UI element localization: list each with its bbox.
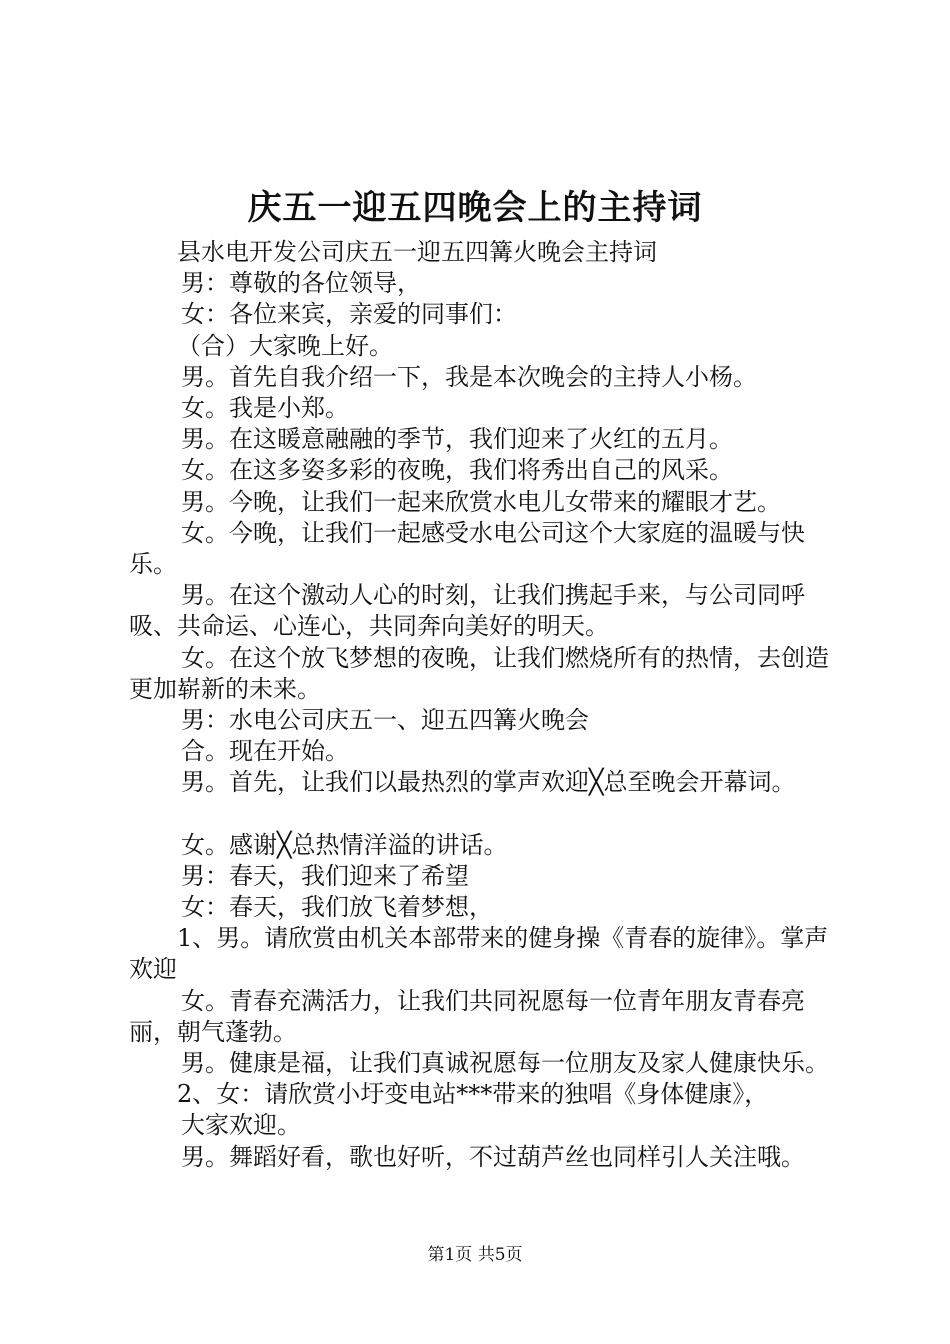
paragraph: 男。首先，让我们以最热烈的掌声欢迎╳总至晚会开幕词。: [181, 768, 796, 797]
paragraph: 女。我是小郑。: [181, 393, 349, 422]
paragraph: 女。青春充满活力，让我们共同祝愿每一位青年朋友青春亮丽，朝气蓬勃。: [129, 986, 805, 1046]
blank-line: [129, 798, 849, 829]
paragraph: 男。在这暖意融融的季节，我们迎来了火红的五月。: [181, 425, 733, 454]
paragraph: 女。在这个放飞梦想的夜晚，让我们燃烧所有的热情，去创造更加崭新的未来。: [129, 643, 829, 703]
paragraph: 男。健康是福，让我们真诚祝愿每一位朋友及家人健康快乐。: [181, 1049, 829, 1078]
document-body: [129, 237, 849, 1173]
paragraph: 男：春天，我们迎来了希望: [181, 861, 469, 890]
paragraph: 男：尊敬的各位领导，: [181, 269, 421, 298]
paragraph: 男。舞蹈好看，歌也好听，不过葫芦丝也同样引人关注哦。: [181, 1142, 805, 1171]
paragraph: 女。感谢╳总热情洋溢的讲话。: [181, 830, 508, 859]
paragraph: 女：春天，我们放飞着梦想，: [181, 893, 493, 922]
paragraph: 1、男。请欣赏由机关本部带来的健身操《青春的旋律》。掌声欢迎: [129, 924, 829, 984]
paragraph: 女。今晚，让我们一起感受水电公司这个大家庭的温暖与快乐。: [129, 518, 805, 578]
document-title: 庆五一迎五四晚会上的主持词: [247, 188, 703, 228]
paragraph: 大家欢迎。: [181, 1111, 301, 1140]
paragraph: 男。首先自我介绍一下，我是本次晚会的主持人小杨。: [181, 362, 757, 391]
paragraph: 女：各位来宾，亲爱的同事们：: [181, 300, 517, 329]
paragraph: 男。在这个激动人心的时刻，让我们携起手来，与公司同呼吸、共命运、心连心，共同奔向美好的明天。: [129, 581, 805, 641]
paragraph: （合）大家晚上好。: [177, 331, 393, 360]
paragraph: 合。现在开始。: [181, 737, 349, 766]
paragraph-subtitle: 县水电开发公司庆五一迎五四篝火晚会主持词: [177, 238, 657, 266]
page-footer: 第1页 共5页: [427, 1245, 523, 1265]
paragraph: 女。在这多姿多彩的夜晚，我们将秀出自己的风采。: [181, 456, 733, 485]
paragraph: 男：水电公司庆五一、迎五四篝火晚会: [181, 705, 589, 734]
paragraph: 男。今晚，让我们一起来欣赏水电儿女带来的耀眼才艺。: [181, 487, 781, 516]
paragraph: 2、女：请欣赏小圩变电站***带来的独唱《身体健康》，: [177, 1080, 769, 1109]
